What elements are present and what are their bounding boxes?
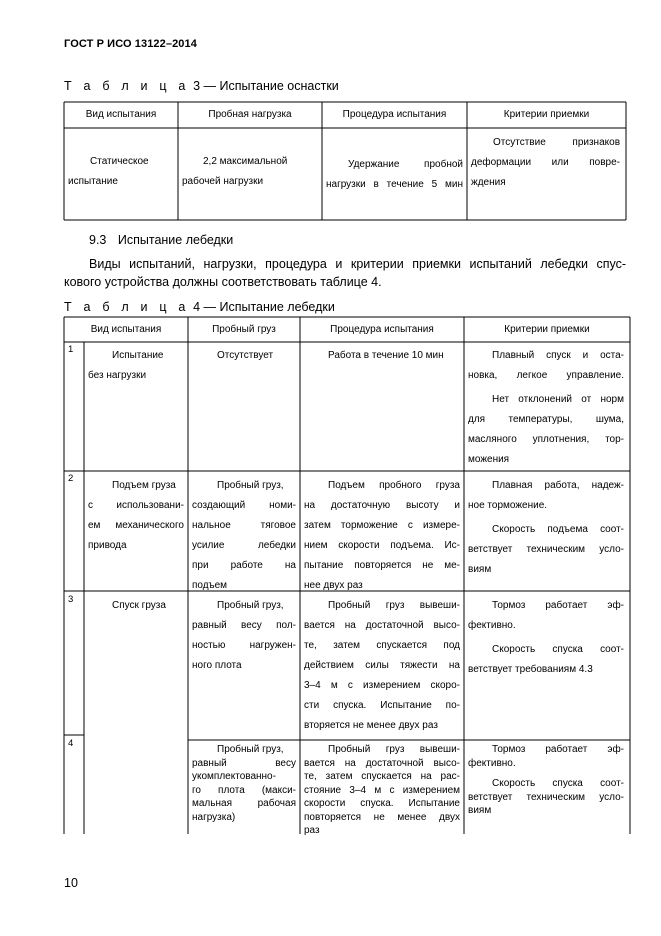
row4-criteria-line: виям [468,805,492,816]
row4-criteria-line: фективно. [468,757,516,769]
row1-criteria-line: масляного уплотнения, тор- [468,434,624,445]
table4-caption-title: — Испытание лебедки [203,300,335,314]
row1-procedure-line: Работа в течение 10 мин [328,350,444,361]
table4-row3-procedure [304,596,460,736]
table3-cell-type [68,152,174,192]
table4-header-criteria: Критерии приемки [504,324,590,335]
table3-cell-criteria [471,133,620,193]
table3-caption-title: — Испытание оснастки [203,79,339,93]
row2-load-line: нальное тяговое [192,520,296,531]
row1-criteria-line: Нет отклонений от норм [492,394,624,405]
table4-row3-type [88,596,184,616]
row3-procedure-line: 3–4 м с измерением скоро- [304,680,460,691]
row4-criteria-line: Тормоз работает эф- [492,744,624,755]
section-paragraph [64,255,626,291]
table3-header-load: Пробная нагрузка [208,109,292,120]
row2-load-line: Пробный груз, [217,480,284,491]
row1-load-line: Отсутствует [217,350,274,361]
row3-type-line: Спуск груза [112,600,166,611]
table4-caption-word: Т а б л и ц а [64,300,190,314]
table4-header-type: Вид испытания [90,324,162,335]
row2-procedure-line: на достаточную высоту и [304,500,460,511]
section-number: 9.3 [89,233,107,247]
row3-criteria-line: фективно. [468,620,516,631]
row4-procedure-line: раз [304,825,320,836]
table4-caption [64,300,335,314]
table3-cell-procedure [326,155,463,195]
table4-row4-criteria [468,743,624,818]
row4-procedure-line: повторяется не менее двух [304,811,460,823]
row-number: 2 [68,473,74,484]
table3-type-line: испытание [68,176,118,187]
row4-load-line: го плота (макси- [192,784,296,796]
row4-load-line: нагрузка) [192,811,236,823]
table3-header-procedure: Процедура испытания [342,109,447,120]
table3-header-type: Вид испытания [85,109,157,120]
row3-criteria-line: Тормоз работает эф- [492,600,624,611]
row1-type-line: без нагрузки [88,370,147,381]
row2-type-line: Подъем груза [112,480,176,491]
row4-criteria-line: ветствует техническим усло- [468,791,624,803]
row2-load-line: при работе на [192,560,296,571]
row4-load-line: Пробный груз, [217,744,284,755]
section-heading [89,233,233,247]
table4-row1-type [88,346,184,386]
row1-criteria-line: для температуры, шума, [468,414,624,425]
table4-row1-criteria [468,346,624,470]
table4-row4-procedure [304,743,460,838]
row2-procedure-line: затем торможение с измере- [304,520,460,531]
table3-criteria-line: Отсутствие признаков [493,137,620,148]
row2-criteria-line: ветствует техническим усло- [468,544,624,555]
row3-load-line: ного плота [192,660,242,671]
row-number: 4 [68,738,74,749]
row4-procedure-line: Пробный груз вывеши- [328,744,460,755]
table4-row2-criteria [468,476,624,580]
row1-criteria-line: новка, легкое управление. [468,370,624,381]
table3-caption-number: 3 [193,79,201,93]
row4-criteria-line: Скорость спуска соот- [492,778,624,789]
row4-load-line: укомплектованно- [192,771,276,782]
row3-procedure-line: сти спуска. Испытание по- [304,700,460,711]
row2-criteria-line: Плавная работа, надеж- [492,480,624,491]
row3-procedure-line: действием силы тяжести на [304,660,460,671]
row2-type-line: с использовани- [88,500,184,511]
table4-row1-procedure [304,346,460,366]
row2-criteria-line: виям [468,564,492,575]
row4-procedure-line: вается на достаточной высо- [304,757,460,769]
table3-criteria-line: деформации или повре- [471,157,620,168]
row-number: 1 [68,344,74,355]
row3-procedure-line: те, затем спускается под [304,640,460,651]
table4-row4-load [192,743,296,824]
paragraph-line: Виды испытаний, нагрузки, процедура и критерии приемки испытаний лебедки спус- [89,257,626,271]
row2-load-line: усилие лебедки [192,540,296,551]
table4-caption-number: 4 [193,300,201,314]
row2-load-line: создающий номи- [192,500,296,511]
row2-criteria-line: ное торможение. [468,500,548,511]
table4-header-load: Пробный груз [212,324,276,335]
row3-procedure-line: вторяется не менее двух раз [304,720,438,731]
row3-criteria-line: Скорость спуска соот- [492,644,624,655]
row4-load-line: равный весу [192,757,296,769]
row3-load-line: ностью нагружен- [192,640,296,651]
section-title: Испытание лебедки [117,233,234,247]
table3-procedure-line: Удержание пробной [348,159,463,170]
row3-procedure-line: Пробный груз вывеши- [328,600,460,611]
row1-criteria-line: Плавный спуск и оста- [492,350,624,361]
table3-cell-load [182,152,318,192]
table3-load-line: 2,2 максимальной [203,156,288,167]
table3-criteria-line: ждения [471,177,506,188]
row2-type-line: ем механического [88,520,184,531]
table3-caption-word: Т а б л и ц а [64,79,190,93]
row2-procedure-line: нее двух раз [304,580,363,591]
table4-row3-criteria [468,596,624,680]
table4-header-procedure: Процедура испытания [330,324,434,335]
table4-row3-load [192,596,296,676]
paragraph-line: кового устройства должны соответствовать таблице 4. [64,275,382,289]
row2-load-line: подъем [192,580,228,591]
table4-row2-type [88,476,184,556]
table4-row2-load [192,476,296,596]
row1-criteria-line: можения [468,454,510,465]
table4-row1-load [192,346,296,366]
row3-procedure-line: вается на достаточной высо- [304,620,460,631]
row2-procedure-line: пытание повторяется не ме- [304,560,460,571]
row2-procedure-line: нием скорости подъема. Ис- [304,540,460,551]
row3-load-line: Пробный груз, [217,600,284,611]
table3-procedure-line: нагрузки в течение 5 мин [326,179,463,190]
table3-header-criteria: Критерии приемки [503,109,590,120]
row4-procedure-line: скорости спуска. Испытание [304,798,460,809]
row4-load-line: мальная рабочая [192,798,296,809]
table3-load-line: рабочей нагрузки [182,176,264,187]
table3-type-line: Статическое [90,156,149,167]
row2-criteria-line: Скорость подъема соот- [492,524,624,535]
row3-criteria-line: ветствует требованиям 4.3 [468,664,593,675]
row3-load-line: равный весу пол- [192,620,296,631]
row4-procedure-line: стояние 3–4 м с измерением [304,784,460,796]
row2-procedure-line: Подъем пробного груза [328,480,460,491]
page-number: 10 [64,876,78,890]
row2-type-line: привода [88,540,127,551]
row4-procedure-line: те, затем спускается на рас- [304,771,460,782]
row-number: 3 [68,594,74,605]
table4-row2-procedure [304,476,460,596]
document-header: ГОСТ Р ИСО 13122–2014 [64,38,197,50]
row1-type-line: Испытание [112,350,164,361]
